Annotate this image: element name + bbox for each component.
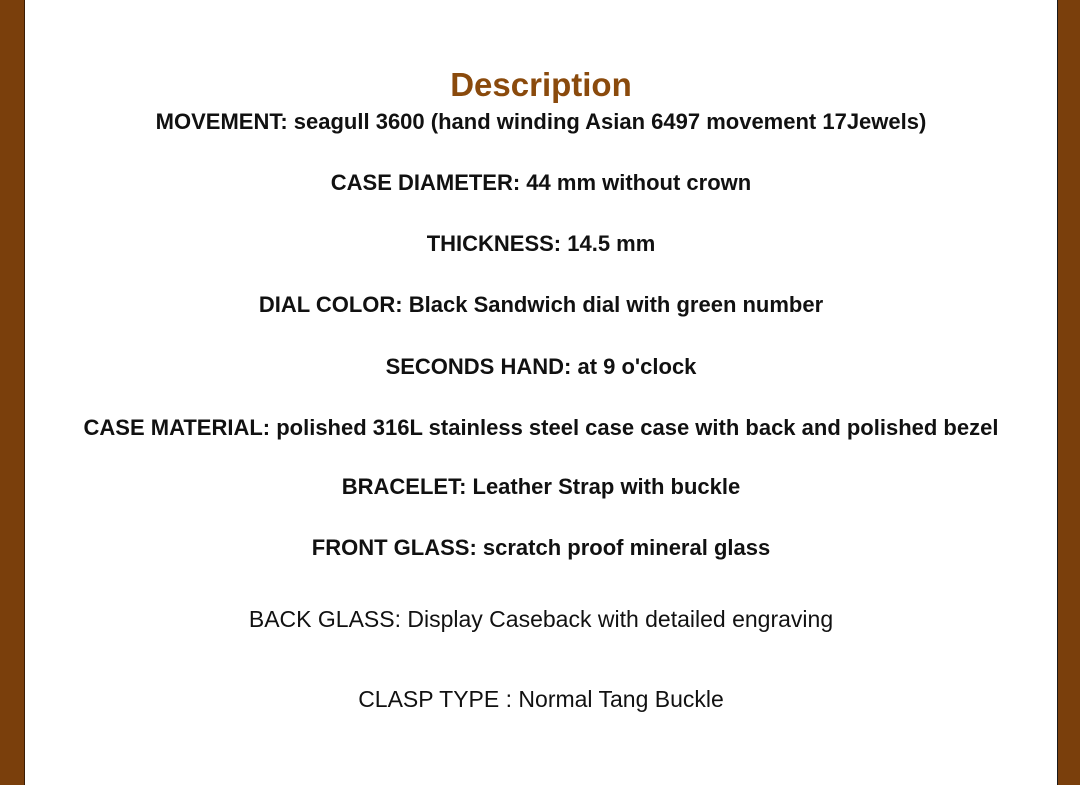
spec-case-diameter: CASE DIAMETER: 44 mm without crown [330,170,752,195]
spec-dial-color: DIAL COLOR: Black Sandwich dial with green number [258,292,824,317]
spec-case-material: CASE MATERIAL: polished 316L stainless steel case case with back and polished bezel [83,415,999,440]
spec-clasp-type: CLASP TYPE : Normal Tang Buckle [358,686,724,712]
description-heading: Description [450,66,632,103]
spec-thickness: THICKNESS: 14.5 mm [426,231,656,256]
spec-bracelet: BRACELET: Leather Strap with buckle [341,474,741,499]
spec-seconds-hand: SECONDS HAND: at 9 o'clock [385,354,697,379]
spec-movement: MOVEMENT: seagull 3600 (hand winding Asian 6497 movement 17Jewels) [155,109,927,134]
spec-back-glass: BACK GLASS: Display Caseback with detailed engraving [248,606,834,632]
spec-front-glass: FRONT GLASS: scratch proof mineral glass [311,535,771,560]
description-panel [25,0,1057,785]
